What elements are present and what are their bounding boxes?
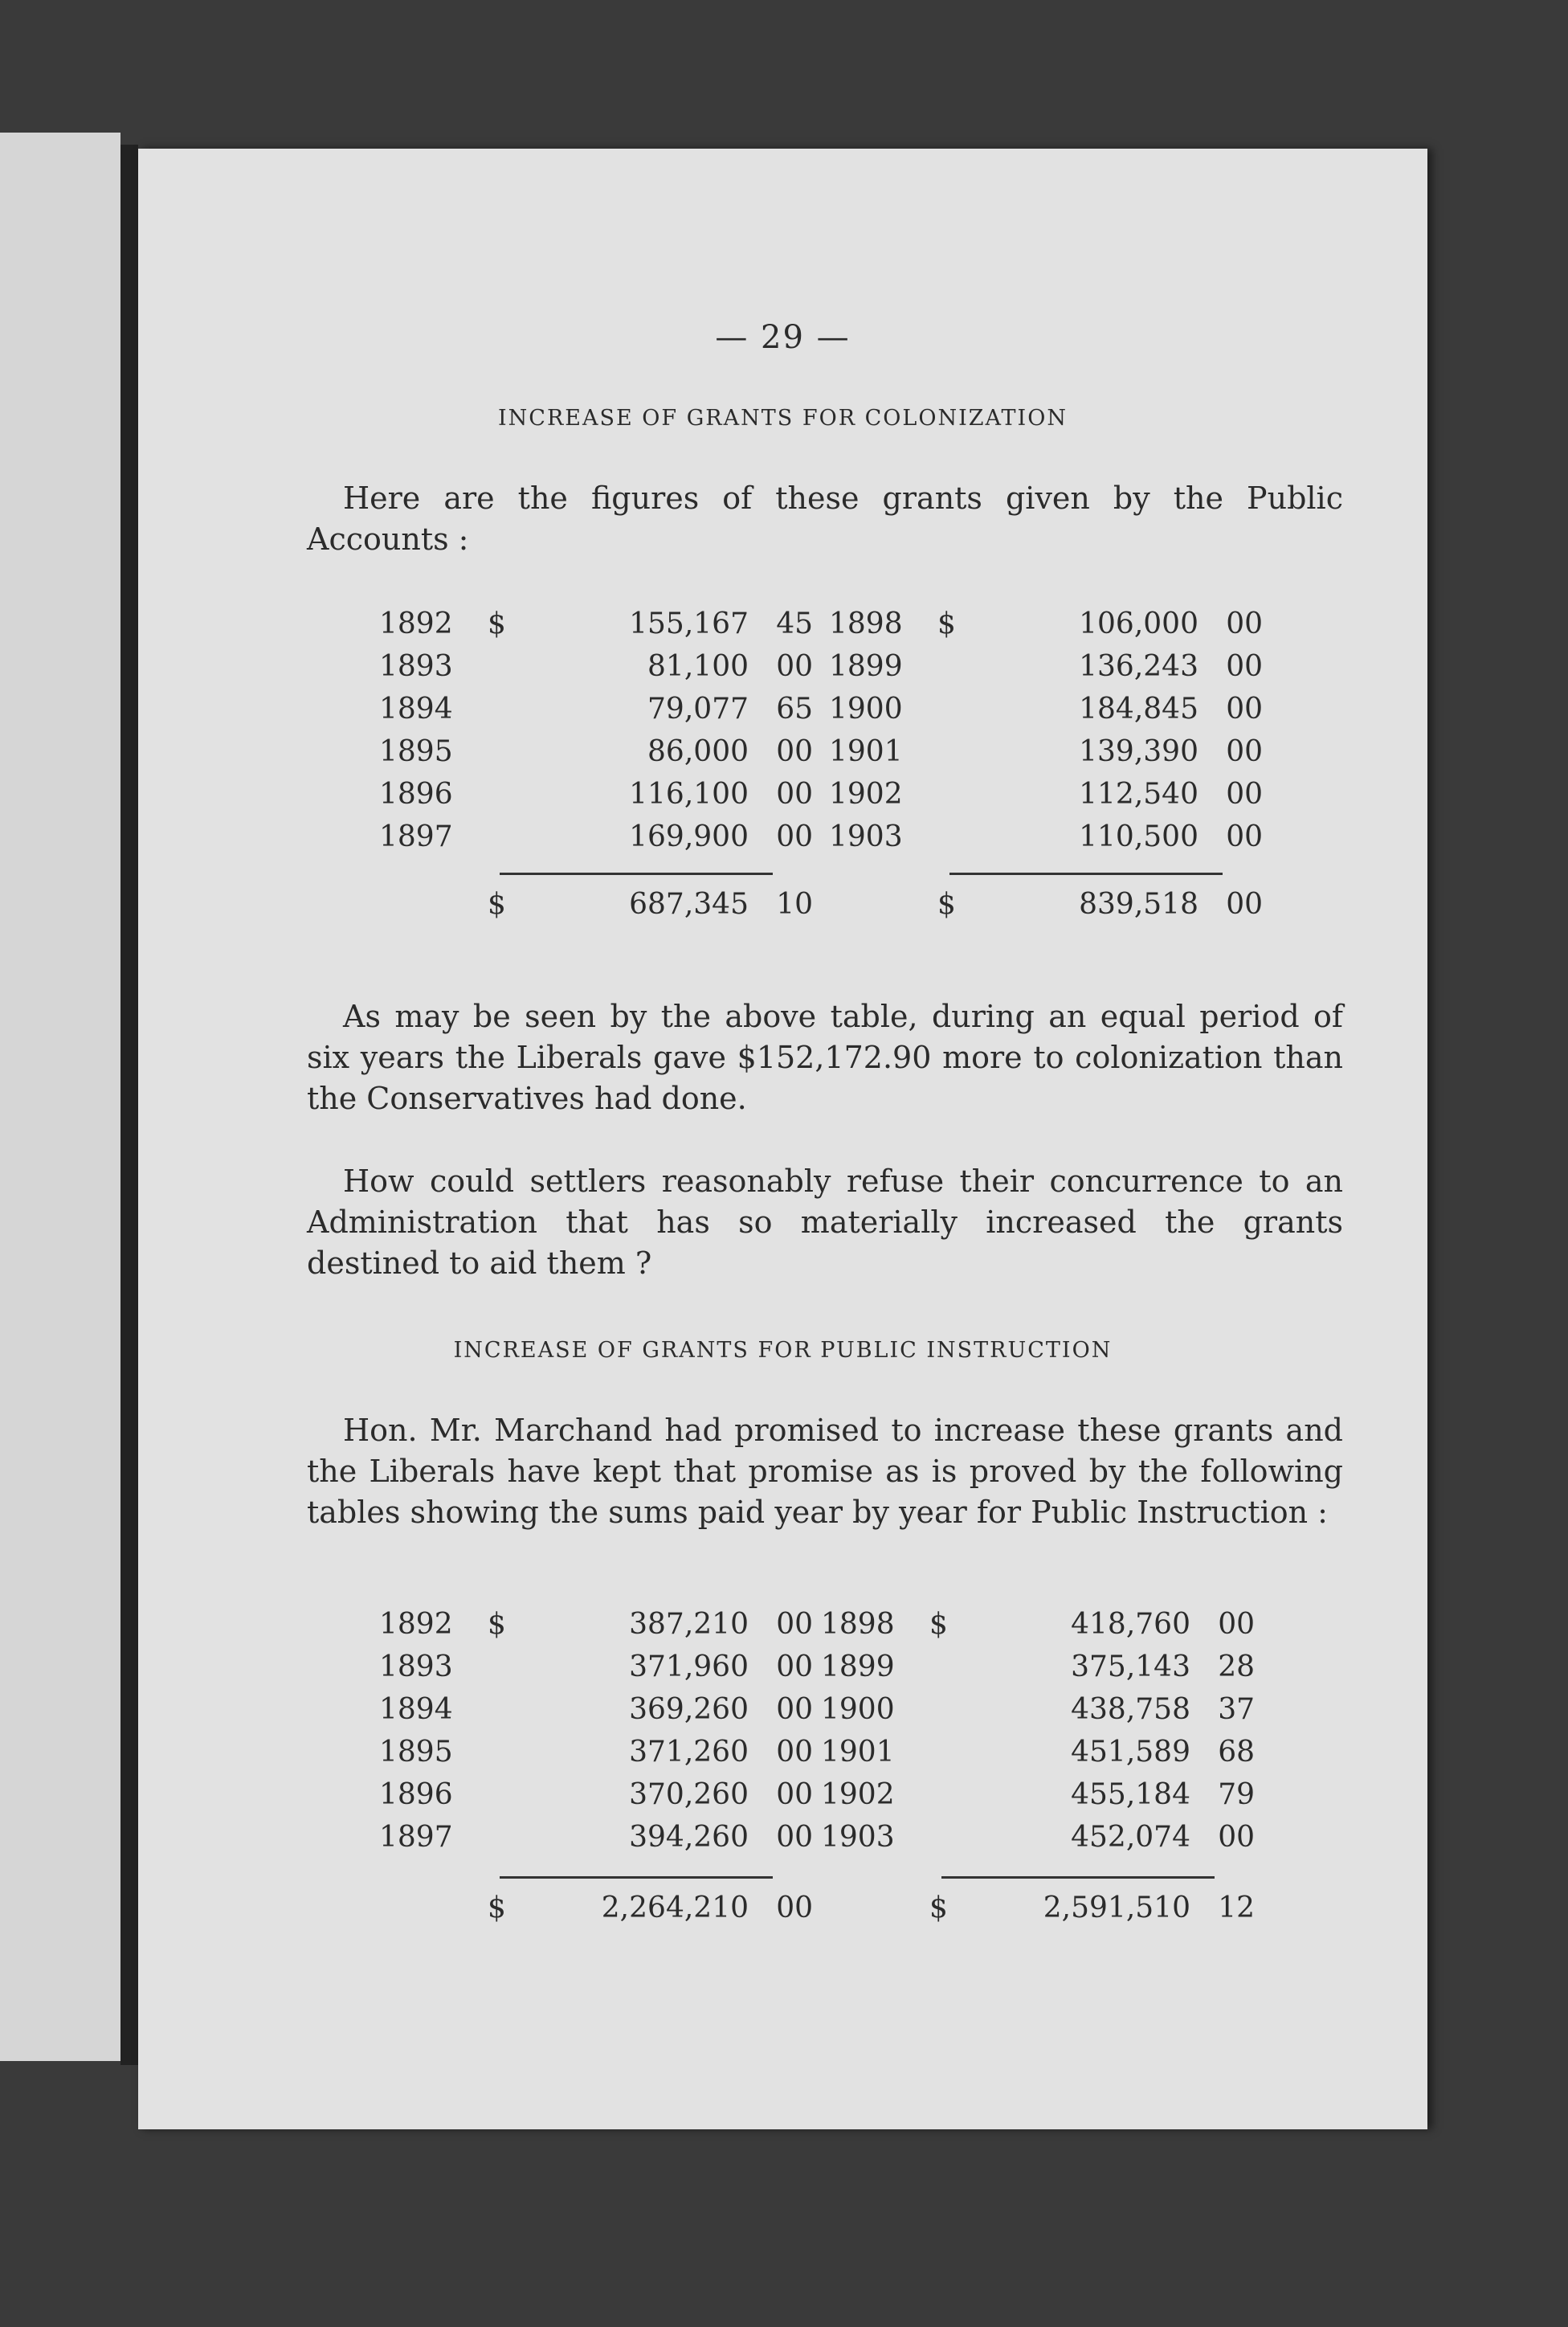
total-amount: 839,518 xyxy=(1079,888,1198,921)
table-total xyxy=(379,1887,813,1929)
row-amount: 136,243 xyxy=(1079,650,1198,683)
row-year: 1901 xyxy=(829,735,903,768)
table-row xyxy=(379,1773,813,1816)
row-year: 1892 xyxy=(379,607,453,640)
row-amount: 86,000 xyxy=(647,735,749,768)
row-year: 1903 xyxy=(829,820,903,853)
table-rows xyxy=(379,603,813,858)
row-cents: 45 xyxy=(776,607,813,640)
section-heading-public-instruction: INCREASE OF GRANTS FOR PUBLIC INSTRUCTION xyxy=(453,1338,1113,1363)
total-amount: 2,264,210 xyxy=(601,1891,749,1924)
row-amount: 438,758 xyxy=(1071,1693,1190,1726)
table-rows xyxy=(379,1603,813,1859)
table-row xyxy=(829,816,1263,858)
total-amount: 687,345 xyxy=(629,888,749,921)
row-amount: 418,760 xyxy=(1071,1608,1190,1641)
row-cents: 00 xyxy=(1218,1608,1255,1641)
table-row xyxy=(379,1603,813,1646)
row-year: 1895 xyxy=(379,735,453,768)
table-row xyxy=(379,730,813,773)
table-row xyxy=(821,1688,1255,1731)
row-cents: 00 xyxy=(1226,735,1263,768)
row-amount: 106,000 xyxy=(1079,607,1198,640)
total-currency: $ xyxy=(929,1891,948,1924)
row-amount: 387,210 xyxy=(629,1608,749,1641)
intro-paragraph-public-instruction: Hon. Mr. Marchand had promised to increase these grants and the Liberals have kept that promise as is proved by the following tables showing the sums paid year by year for Public Instruction : xyxy=(307,1413,1343,1530)
row-year: 1894 xyxy=(379,693,453,726)
facing-page-edge xyxy=(0,133,120,2061)
colonization-table-left xyxy=(379,603,813,926)
row-year: 1903 xyxy=(821,1821,895,1854)
table-row xyxy=(829,773,1263,816)
total-cents: 00 xyxy=(1226,888,1263,921)
row-year: 1892 xyxy=(379,1608,453,1641)
row-cents: 00 xyxy=(1226,778,1263,811)
table-row xyxy=(379,1646,813,1688)
table-row xyxy=(829,645,1263,688)
table-row xyxy=(379,645,813,688)
total-cents: 00 xyxy=(776,1891,813,1924)
table-total xyxy=(821,1887,1255,1929)
book-spine xyxy=(120,145,138,2065)
row-currency: $ xyxy=(937,607,956,640)
table-row xyxy=(379,1731,813,1773)
row-amount: 452,074 xyxy=(1071,1821,1190,1854)
row-cents: 00 xyxy=(776,1693,813,1726)
row-year: 1901 xyxy=(821,1736,895,1769)
row-cents: 28 xyxy=(1218,1650,1255,1683)
total-rule xyxy=(500,873,773,875)
row-amount: 184,845 xyxy=(1079,693,1198,726)
document-page xyxy=(138,149,1427,2129)
row-cents: 00 xyxy=(776,735,813,768)
total-cents: 10 xyxy=(776,888,813,921)
row-year: 1896 xyxy=(379,1778,453,1811)
row-amount: 455,184 xyxy=(1071,1778,1190,1811)
total-rule xyxy=(949,873,1223,875)
row-year: 1898 xyxy=(821,1608,895,1641)
row-cents: 00 xyxy=(776,1736,813,1769)
row-amount: 79,077 xyxy=(647,693,749,726)
table-row xyxy=(379,773,813,816)
row-year: 1902 xyxy=(829,778,903,811)
table-row xyxy=(821,1646,1255,1688)
total-rule xyxy=(941,1876,1215,1879)
row-year: 1897 xyxy=(379,820,453,853)
total-rule xyxy=(500,1876,773,1879)
row-year: 1893 xyxy=(379,1650,453,1683)
row-year: 1896 xyxy=(379,778,453,811)
row-year: 1899 xyxy=(821,1650,895,1683)
public-instruction-table-right xyxy=(821,1603,1255,1929)
table-row xyxy=(821,1816,1255,1859)
row-currency: $ xyxy=(488,607,506,640)
section-heading-colonization: INCREASE OF GRANTS FOR COLONIZATION xyxy=(498,406,1068,431)
row-cents: 37 xyxy=(1218,1693,1255,1726)
total-amount: 2,591,510 xyxy=(1043,1891,1190,1924)
row-cents: 00 xyxy=(776,1608,813,1641)
row-cents: 79 xyxy=(1218,1778,1255,1811)
row-cents: 68 xyxy=(1218,1736,1255,1769)
row-amount: 375,143 xyxy=(1071,1650,1190,1683)
row-amount: 116,100 xyxy=(629,778,749,811)
row-cents: 00 xyxy=(1226,820,1263,853)
row-amount: 371,260 xyxy=(629,1736,749,1769)
row-cents: 00 xyxy=(1226,650,1263,683)
table-row xyxy=(379,1816,813,1859)
row-cents: 65 xyxy=(776,693,813,726)
row-amount: 394,260 xyxy=(629,1821,749,1854)
total-cents: 12 xyxy=(1218,1891,1255,1924)
row-year: 1900 xyxy=(821,1693,895,1726)
row-currency: $ xyxy=(488,1608,506,1641)
row-cents: 00 xyxy=(776,778,813,811)
table-total xyxy=(379,883,813,926)
paragraph-colonization-comparison: As may be seen by the above table, during an equal period of six years the Liberals gave $152,172.90 more to colonization than the Conservatives had done. xyxy=(307,999,1343,1116)
row-cents: 00 xyxy=(776,820,813,853)
row-cents: 00 xyxy=(776,1650,813,1683)
row-cents: 00 xyxy=(776,1778,813,1811)
public-instruction-table-left xyxy=(379,1603,813,1929)
table-total xyxy=(829,883,1263,926)
row-year: 1900 xyxy=(829,693,903,726)
total-currency: $ xyxy=(937,888,956,921)
total-currency: $ xyxy=(488,888,506,921)
table-row xyxy=(829,603,1263,645)
row-year: 1897 xyxy=(379,1821,453,1854)
table-row xyxy=(379,603,813,645)
row-year: 1899 xyxy=(829,650,903,683)
table-rows xyxy=(821,1603,1255,1859)
row-amount: 369,260 xyxy=(629,1693,749,1726)
row-cents: 00 xyxy=(776,650,813,683)
colonization-table-right xyxy=(829,603,1263,926)
table-row xyxy=(379,1688,813,1731)
row-amount: 370,260 xyxy=(629,1778,749,1811)
row-amount: 81,100 xyxy=(647,650,749,683)
row-amount: 112,540 xyxy=(1079,778,1198,811)
row-currency: $ xyxy=(929,1608,948,1641)
row-cents: 00 xyxy=(776,1821,813,1854)
row-amount: 371,960 xyxy=(629,1650,749,1683)
paragraph-settlers-question: How could settlers reasonably refuse their concurrence to an Administration that has so materially increased the grants destined to aid them ? xyxy=(307,1164,1343,1281)
table-row xyxy=(829,730,1263,773)
table-row xyxy=(821,1773,1255,1816)
table-row xyxy=(379,816,813,858)
row-year: 1902 xyxy=(821,1778,895,1811)
row-amount: 110,500 xyxy=(1079,820,1198,853)
row-year: 1898 xyxy=(829,607,903,640)
row-amount: 155,167 xyxy=(629,607,749,640)
row-year: 1895 xyxy=(379,1736,453,1769)
row-cents: 00 xyxy=(1218,1821,1255,1854)
row-amount: 169,900 xyxy=(629,820,749,853)
row-amount: 139,390 xyxy=(1079,735,1198,768)
row-cents: 00 xyxy=(1226,607,1263,640)
total-currency: $ xyxy=(488,1891,506,1924)
table-rows xyxy=(829,603,1263,858)
row-year: 1893 xyxy=(379,650,453,683)
table-row xyxy=(829,688,1263,730)
row-year: 1894 xyxy=(379,1693,453,1726)
row-cents: 00 xyxy=(1226,693,1263,726)
row-amount: 451,589 xyxy=(1071,1736,1190,1769)
table-row xyxy=(821,1603,1255,1646)
table-row xyxy=(379,688,813,730)
intro-paragraph-colonization: Here are the figures of these grants given by the Public Accounts : xyxy=(307,481,1343,557)
page-number: — 29 — xyxy=(715,319,851,356)
table-row xyxy=(821,1731,1255,1773)
